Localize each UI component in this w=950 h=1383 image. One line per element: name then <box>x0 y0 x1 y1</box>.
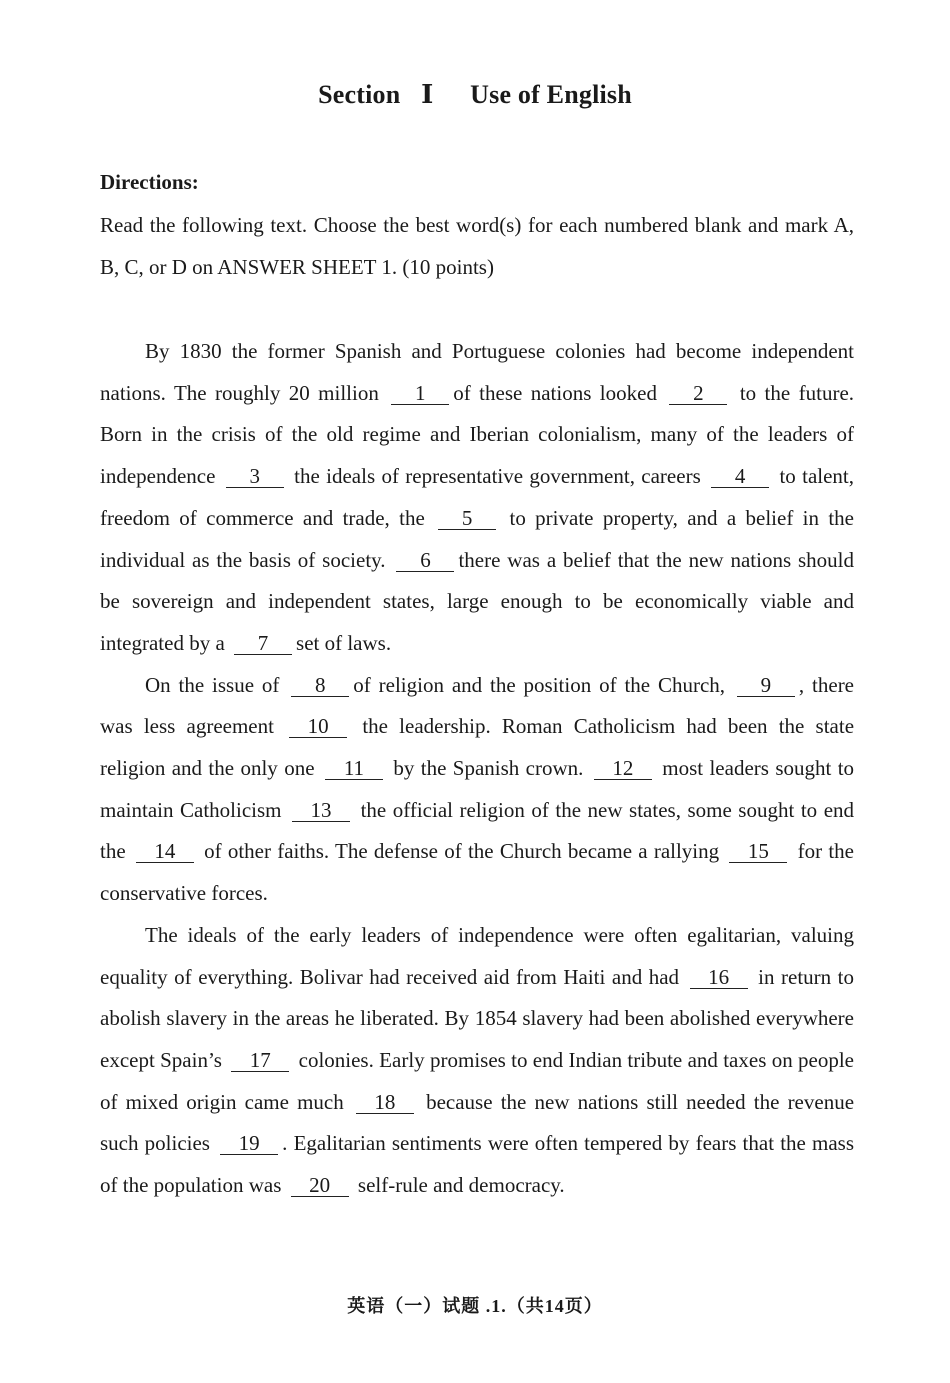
directions-text: Read the following text. Choose the best word(s) for each numbered blank and mark A, B, C, or D on ANSWER SHEET 1. (10 points) <box>100 213 854 279</box>
passage-text: of religion and the position of the Church, <box>353 672 726 697</box>
blank-4: 4 <box>711 465 769 488</box>
passage-text: the leadership. Roman Catholicism had been the state religion and the only one <box>100 714 855 781</box>
passage-text: because the new nations still needed the revenue such policies <box>100 1089 855 1156</box>
blank-6: 6 <box>396 549 454 572</box>
page-footer: 英语（一）试题 .1.（共14页） <box>347 1296 603 1316</box>
blank-10: 10 <box>289 715 347 738</box>
passage-text: there was a belief that the new nations should be sovereign and independent states, large enough to be economically viable and integrated by a <box>100 547 855 655</box>
blank-13: 13 <box>292 799 350 822</box>
passage-text: On the issue of <box>145 672 280 697</box>
blank-20: 20 <box>291 1174 349 1197</box>
section-title <box>0 80 950 110</box>
blank-11: 11 <box>325 757 383 780</box>
passage <box>100 331 854 1207</box>
passage-text: most leaders sought to maintain Catholicism <box>100 756 855 822</box>
passage-text: . Egalitarian sentiments were often tempered by fears that the mass of the population was <box>100 1131 855 1198</box>
paragraph-3 <box>100 915 854 1207</box>
blank-12: 12 <box>594 757 652 780</box>
directions-heading: Directions: <box>100 170 199 194</box>
passage-text: in return to abolish slavery in the areas he liberated. By 1854 slavery had been abolished everywhere except Spain’s <box>100 964 855 1072</box>
blank-19: 19 <box>220 1132 278 1155</box>
blank-2: 2 <box>669 382 727 405</box>
blank-7: 7 <box>234 632 292 655</box>
section-name: Use of English <box>470 80 632 109</box>
blank-3: 3 <box>226 465 284 488</box>
blank-14: 14 <box>136 840 194 863</box>
section-label: Section <box>318 80 401 109</box>
passage-text: to the future. Born in the crisis of the old regime and Iberian colonialism, many of the leaders of independence <box>100 380 855 489</box>
passage-text: of other faiths. The defense of the Church became a rallying <box>204 839 720 864</box>
blank-8: 8 <box>291 674 349 697</box>
blank-18: 18 <box>356 1091 414 1114</box>
blank-9: 9 <box>737 674 795 697</box>
passage-text: to private property, and a belief in the individual as the basis of society. <box>100 505 854 572</box>
blank-5: 5 <box>438 507 496 530</box>
paragraph-2 <box>100 665 854 915</box>
passage-text: to talent, freedom of commerce and trade, the <box>100 464 855 530</box>
passage-text: The ideals of the early leaders of independence were often egalitarian, valuing equality of everything. Bolivar had received aid from Haiti and had <box>100 922 854 989</box>
passage-text: set of laws. <box>296 630 392 655</box>
blank-16: 16 <box>690 966 748 989</box>
section-number: Ⅰ <box>421 80 434 109</box>
blank-15: 15 <box>729 840 787 863</box>
passage-text: by the Spanish crown. <box>393 756 584 781</box>
passage-text: the official religion of the new states, some sought to end the <box>100 797 855 864</box>
paragraph-1 <box>100 331 854 665</box>
passage-text: colonies. Early promises to end Indian tribute and taxes on people of mixed origin came much <box>100 1047 854 1114</box>
passage-text: self-rule and democracy. <box>357 1173 565 1198</box>
blank-1: 1 <box>391 382 449 405</box>
blank-17: 17 <box>231 1049 289 1072</box>
passage-text: By 1830 the former Spanish and Portuguese colonies had become independent nations. The roughly 20 million <box>100 339 854 405</box>
passage-text: , there was less agreement <box>100 672 855 739</box>
passage-text: for the conservative forces. <box>100 839 854 906</box>
passage-text: of these nations looked <box>453 380 657 405</box>
passage-text: the ideals of representative government, careers <box>294 464 701 489</box>
